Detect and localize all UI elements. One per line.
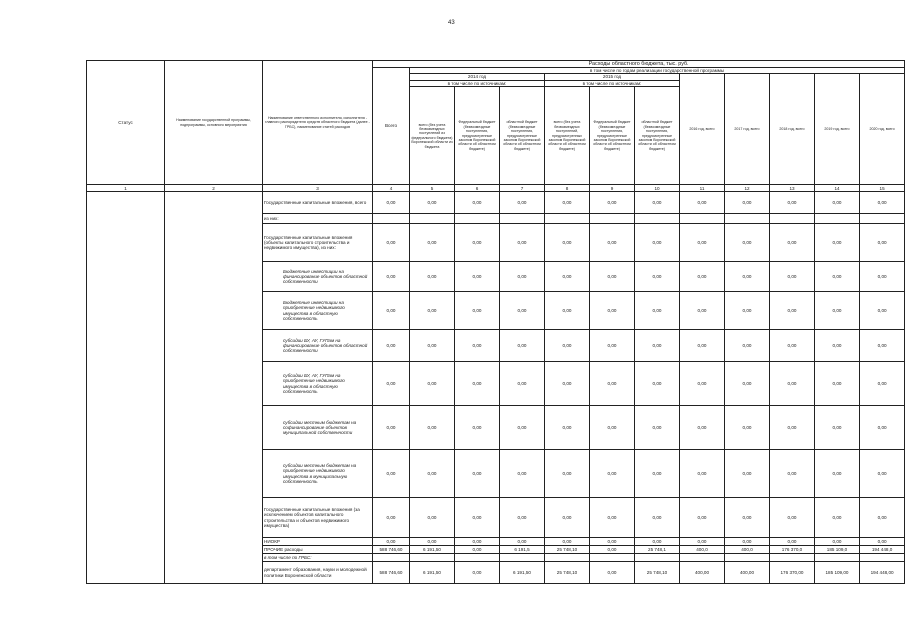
value-cell	[545, 554, 590, 562]
value-cell: 0,00	[635, 538, 680, 546]
value-cell: 0,00	[680, 450, 725, 498]
value-cell: 0,00	[373, 538, 410, 546]
value-cell: 0,00	[500, 292, 545, 330]
value-cell: 0,00	[373, 262, 410, 292]
value-cell: 0,00	[815, 330, 860, 362]
value-cell: 0,00	[725, 362, 770, 406]
value-cell: 0,00	[770, 406, 815, 450]
value-cell: 0,00	[590, 224, 635, 262]
value-cell: 0,00	[680, 224, 725, 262]
year-2018: 2018 год, всего	[770, 74, 815, 185]
value-cell: 6 191,50	[410, 562, 455, 584]
row-label: департамент образования, науки и молодежной политики Воронежской области	[263, 562, 373, 584]
value-cell: 0,00	[590, 362, 635, 406]
value-cell: 0,00	[545, 292, 590, 330]
column-numbers-row	[87, 185, 905, 192]
value-cell: 0,00	[590, 450, 635, 498]
src-c-2014: областной бюджет (безвозмездные поступления, предусмотренные законом Воронежской области об областном бюджете)	[500, 87, 545, 185]
value-cell: 0,00	[860, 538, 905, 546]
value-cell: 400,0	[680, 546, 725, 554]
value-cell: 0,00	[635, 406, 680, 450]
value-cell: 194 448,0	[860, 546, 905, 554]
value-cell: 0,00	[410, 538, 455, 546]
value-cell: 0,00	[545, 262, 590, 292]
value-cell: 0,00	[590, 406, 635, 450]
table-body	[87, 192, 905, 584]
col-status: Статус	[87, 61, 165, 185]
value-cell: 0,00	[373, 362, 410, 406]
row-label: субсидии местным бюджетам на софинансирование объектов муниципальной собственности	[263, 406, 373, 450]
value-cell	[500, 554, 545, 562]
page-number: 43	[448, 20, 455, 26]
budget-title: Расходы областного бюджета, тыс. руб.	[373, 61, 905, 68]
value-cell: 0,00	[455, 262, 500, 292]
value-cell: 0,00	[500, 262, 545, 292]
value-cell: 0,00	[500, 224, 545, 262]
value-cell: 0,00	[725, 538, 770, 546]
value-cell: 0,00	[770, 262, 815, 292]
src-b-2014: Федеральный бюджет (безвозмездные поступления, предусмотренные законом Воронежской области об областном бюджете)	[455, 87, 500, 185]
value-cell: 400,0	[725, 546, 770, 554]
value-cell: 0,00	[725, 330, 770, 362]
value-cell: 0,00	[590, 538, 635, 546]
value-cell: 0,00	[590, 562, 635, 584]
value-cell: 25 748,10	[635, 562, 680, 584]
value-cell: 0,00	[545, 224, 590, 262]
row-label: ПРОЧИЕ расходы	[263, 546, 373, 554]
col-number: 2	[165, 185, 263, 192]
value-cell: 0,00	[860, 292, 905, 330]
value-cell: 0,00	[590, 546, 635, 554]
value-cell: 0,00	[770, 330, 815, 362]
value-cell: 0,00	[590, 262, 635, 292]
value-cell: 400,00	[680, 562, 725, 584]
value-cell: 0,00	[373, 498, 410, 538]
value-cell: 0,00	[410, 192, 455, 214]
value-cell: 0,00	[373, 330, 410, 362]
value-cell: 0,00	[455, 292, 500, 330]
year-2016: 2016 год, всего	[680, 74, 725, 185]
value-cell: 0,00	[860, 498, 905, 538]
value-cell: 0,00	[635, 224, 680, 262]
value-cell: 176 370,00	[770, 562, 815, 584]
col-number: 12	[725, 185, 770, 192]
value-cell: 0,00	[455, 362, 500, 406]
value-cell: 0,00	[500, 498, 545, 538]
value-cell: 0,00	[410, 362, 455, 406]
value-cell: 0,00	[770, 224, 815, 262]
value-cell: 0,00	[455, 450, 500, 498]
value-cell: 0,00	[373, 292, 410, 330]
value-cell: 0,00	[455, 224, 500, 262]
col-number: 7	[500, 185, 545, 192]
value-cell: 0,00	[410, 292, 455, 330]
value-cell: 0,00	[635, 262, 680, 292]
value-cell	[455, 554, 500, 562]
value-cell: 0,00	[860, 330, 905, 362]
value-cell: 0,00	[590, 498, 635, 538]
value-cell: 0,00	[770, 362, 815, 406]
row-label: в том числе по ГРБС:	[263, 554, 373, 562]
value-cell: 0,00	[680, 262, 725, 292]
col-number: 3	[263, 185, 373, 192]
value-cell: 0,00	[725, 292, 770, 330]
col-number: 4	[373, 185, 410, 192]
src-a-2014: всего (без учета безвозмездных поступлений из федерального бюджета) Воронежской области из бюджета	[410, 87, 455, 185]
value-cell	[860, 214, 905, 224]
value-cell: 0,00	[500, 362, 545, 406]
value-cell: 6 191,50	[500, 562, 545, 584]
value-cell	[770, 214, 815, 224]
col-number: 14	[815, 185, 860, 192]
value-cell: 25 748,1	[635, 546, 680, 554]
value-cell	[725, 214, 770, 224]
value-cell: 0,00	[725, 450, 770, 498]
value-cell: 0,00	[860, 262, 905, 292]
src-a-2015: всего (без учета безвозмездных поступлений, предусмотренных законом Воронежской области об областном бюджете)	[545, 87, 590, 185]
value-cell: 0,00	[725, 406, 770, 450]
value-cell	[410, 214, 455, 224]
value-cell	[590, 214, 635, 224]
status-cell	[87, 192, 165, 584]
row-label: из них:	[263, 214, 373, 224]
value-cell: 0,00	[545, 362, 590, 406]
value-cell: 0,00	[725, 262, 770, 292]
value-cell: 0,00	[815, 362, 860, 406]
value-cell: 0,00	[455, 498, 500, 538]
value-cell: 0,00	[545, 406, 590, 450]
value-cell	[635, 214, 680, 224]
value-cell: 0,00	[860, 192, 905, 214]
col-number: 6	[455, 185, 500, 192]
by-sources-2014: в том числе по источникам:	[410, 80, 545, 86]
value-cell: 6 191,50	[410, 546, 455, 554]
row-label: Государственные капитальные вложения (за исключением объектов капитального строительства и объектов недвижимого имущества)	[263, 498, 373, 538]
value-cell	[545, 214, 590, 224]
value-cell: 0,00	[860, 224, 905, 262]
src-c-2015: областной бюджет (безвозмездные поступления, предусмотренные законом Воронежской области об областном бюджете)	[635, 87, 680, 185]
col-number: 5	[410, 185, 455, 192]
value-cell: 0,00	[815, 538, 860, 546]
year-2020: 2020 год, всего	[860, 74, 905, 185]
value-cell	[680, 214, 725, 224]
value-cell	[373, 214, 410, 224]
value-cell: 0,00	[410, 330, 455, 362]
col-number: 11	[680, 185, 725, 192]
col-number: 8	[545, 185, 590, 192]
value-cell: 25 748,10	[545, 546, 590, 554]
value-cell: 0,00	[770, 292, 815, 330]
value-cell: 194 448,00	[860, 562, 905, 584]
year-2017: 2017 год, всего	[725, 74, 770, 185]
value-cell: 0,00	[680, 406, 725, 450]
value-cell: 0,00	[815, 192, 860, 214]
value-cell: 0,00	[500, 330, 545, 362]
value-cell: 0,00	[680, 192, 725, 214]
value-cell: 0,00	[680, 292, 725, 330]
value-cell: 0,00	[635, 330, 680, 362]
value-cell	[815, 214, 860, 224]
value-cell: 0,00	[680, 362, 725, 406]
value-cell	[860, 554, 905, 562]
value-cell: 0,00	[725, 498, 770, 538]
col-number: 10	[635, 185, 680, 192]
value-cell: 400,00	[725, 562, 770, 584]
value-cell: 0,00	[590, 292, 635, 330]
value-cell: 0,00	[770, 450, 815, 498]
value-cell: 0,00	[860, 406, 905, 450]
src-b-2015: Федеральный бюджет (безвозмездные поступления, предусмотренные законом Воронежской области об областном бюджете)	[590, 87, 635, 185]
value-cell: 0,00	[635, 362, 680, 406]
row-label: Бюджетные инвестиции на приобретение недвижимого имущества в областную собственность	[263, 292, 373, 330]
row-label: НИОКР	[263, 538, 373, 546]
value-cell: 0,00	[410, 224, 455, 262]
col-number: 13	[770, 185, 815, 192]
value-cell	[725, 554, 770, 562]
value-cell: 0,00	[545, 498, 590, 538]
value-cell	[635, 554, 680, 562]
col-total: Всего	[373, 68, 410, 185]
value-cell: 0,00	[770, 192, 815, 214]
value-cell: 0,00	[815, 498, 860, 538]
value-cell: 25 748,10	[545, 562, 590, 584]
value-cell: 0,00	[725, 192, 770, 214]
value-cell	[680, 554, 725, 562]
value-cell	[455, 214, 500, 224]
value-cell: 0,00	[455, 330, 500, 362]
value-cell: 0,00	[373, 192, 410, 214]
value-cell: 0,00	[815, 224, 860, 262]
value-cell: 0,00	[373, 450, 410, 498]
value-cell: 0,00	[545, 538, 590, 546]
program-cell	[165, 192, 263, 584]
value-cell: 0,00	[455, 192, 500, 214]
value-cell: 0,00	[860, 450, 905, 498]
value-cell: 0,00	[680, 498, 725, 538]
col-number: 9	[590, 185, 635, 192]
value-cell: 176 370,0	[770, 546, 815, 554]
value-cell: 185 109,0	[815, 546, 860, 554]
row-label: субсидии БУ, АУ, ГУПам на финансирование объектов областной собственности	[263, 330, 373, 362]
row-label: субсидии БУ, АУ, ГУПам на приобретение недвижимого имущества в областную собственность	[263, 362, 373, 406]
value-cell	[590, 554, 635, 562]
value-cell	[770, 554, 815, 562]
value-cell	[500, 214, 545, 224]
value-cell: 0,00	[815, 406, 860, 450]
value-cell: 0,00	[455, 546, 500, 554]
value-cell: 0,00	[410, 450, 455, 498]
value-cell: 0,00	[410, 406, 455, 450]
value-cell: 0,00	[373, 224, 410, 262]
value-cell: 0,00	[410, 262, 455, 292]
year-2015: 2015 год	[545, 74, 680, 80]
value-cell: 0,00	[680, 538, 725, 546]
value-cell: 0,00	[455, 538, 500, 546]
table-row	[87, 192, 905, 214]
value-cell: 0,00	[545, 450, 590, 498]
value-cell	[815, 554, 860, 562]
row-label: Государственные капитальные вложения (объекты капитального строительства и недвижимого имущества), из них:	[263, 224, 373, 262]
value-cell: 0,00	[500, 406, 545, 450]
value-cell: 0,00	[545, 192, 590, 214]
value-cell: 0,00	[635, 498, 680, 538]
value-cell: 0,00	[635, 192, 680, 214]
value-cell	[373, 554, 410, 562]
value-cell: 0,00	[635, 292, 680, 330]
value-cell: 0,00	[680, 330, 725, 362]
value-cell: 0,00	[410, 498, 455, 538]
value-cell: 0,00	[373, 406, 410, 450]
row-label: Государственные капитальные вложения, всего	[263, 192, 373, 214]
value-cell: 0,00	[860, 362, 905, 406]
value-cell	[410, 554, 455, 562]
value-cell: 0,00	[725, 224, 770, 262]
value-cell: 0,00	[545, 330, 590, 362]
value-cell: 0,00	[455, 406, 500, 450]
value-cell: 0,00	[590, 330, 635, 362]
value-cell: 0,00	[770, 498, 815, 538]
value-cell: 185 109,00	[815, 562, 860, 584]
value-cell: 0,00	[455, 562, 500, 584]
col-number: 1	[87, 185, 165, 192]
including-goals: в том числе по годам реализации государственной программы	[410, 68, 905, 74]
value-cell: 0,00	[815, 292, 860, 330]
by-sources-2015: в том числе по источникам:	[545, 80, 680, 86]
row-label: субсидии местным бюджетам на приобретение недвижимого имущества в муниципальную собственность	[263, 450, 373, 498]
budget-table	[86, 60, 905, 584]
value-cell: 0,00	[815, 262, 860, 292]
value-cell: 588 746,60	[373, 546, 410, 554]
value-cell: 0,00	[635, 450, 680, 498]
value-cell: 0,00	[500, 538, 545, 546]
value-cell: 0,00	[500, 192, 545, 214]
year-2019: 2019 год, всего	[815, 74, 860, 185]
value-cell: 0,00	[500, 450, 545, 498]
col-program: Наименование государственной программы, подпрограммы, основного мероприятия	[165, 61, 263, 185]
value-cell: 0,00	[815, 450, 860, 498]
value-cell: 6 191,5	[500, 546, 545, 554]
row-label: Бюджетные инвестиции на финансирование объектов областной собственности	[263, 262, 373, 292]
value-cell: 0,00	[590, 192, 635, 214]
value-cell: 588 746,60	[373, 562, 410, 584]
year-2014: 2014 год	[410, 74, 545, 80]
col-executor: Наименование ответственного исполнителя, исполнителя - главного распорядителя средств областного бюджета (далее - ГРБС), наименование статей расходов	[263, 61, 373, 185]
col-number: 15	[860, 185, 905, 192]
value-cell: 0,00	[770, 538, 815, 546]
